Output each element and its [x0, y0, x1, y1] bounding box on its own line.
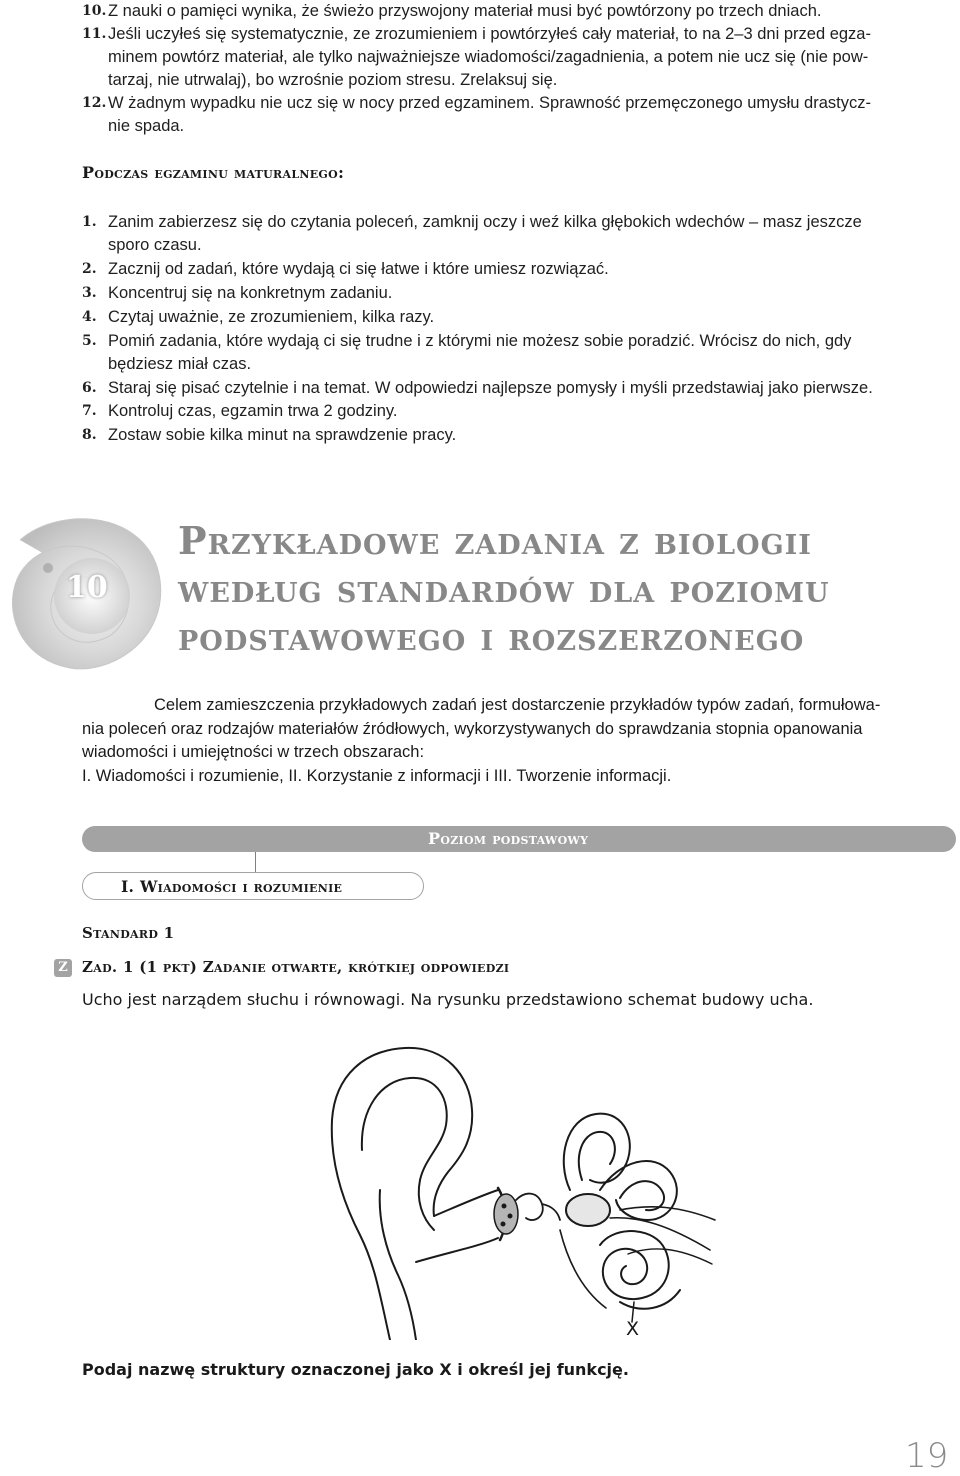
chapter-title-line-1: Przykładowe zadania z biologii	[178, 518, 812, 563]
intro-line-2: nia poleceń oraz rodzajów materiałów źródłowych, wykorzystywanych do sprawdzania stopnia opanowania	[82, 720, 863, 738]
auricle-outline	[332, 1048, 472, 1340]
task-marker-z: Z	[54, 959, 72, 977]
standard-label: Standard 1	[82, 924, 175, 942]
exam-item-1: 1. Zanim zabierzesz się do czytania poleceń, zamknij oczy i weź kilka głębokich wdechów – masz jeszcze sporo czasu.	[82, 213, 862, 254]
ossicles	[516, 1194, 543, 1220]
figure-label-x: X	[626, 1318, 640, 1340]
intro-line-1: Celem zamieszczenia przykładowych zadań jest dostarczenie przykładów typów zadań, formułowa-	[154, 696, 881, 714]
level-bar	[82, 826, 956, 852]
ear-diagram	[320, 1040, 720, 1340]
auditory-nerve	[610, 1218, 710, 1250]
cochlea	[600, 1231, 669, 1299]
exam-heading: Podczas egzaminu maturalnego:	[82, 163, 345, 182]
intro-line-3: wiadomości i umiejętności w trzech obszarach:	[82, 743, 425, 761]
semicircular-canal-1	[564, 1114, 630, 1190]
task-text: Ucho jest narządem słuchu i równowagi. Na rysunku przedstawiono schemat budowy ucha.	[82, 990, 814, 1009]
section-bar	[82, 872, 424, 900]
ear-canal-upper	[434, 1190, 498, 1216]
auricle-inner-fold	[362, 1078, 447, 1180]
chapter-title-line-3: podstawowego i rozszerzonego	[178, 614, 805, 659]
eustachian-tube	[560, 1230, 606, 1308]
intro-line-4: I. Wiadomości i rozumienie, II. Korzystanie z informacji i III. Tworzenie informacji.	[82, 767, 672, 785]
connector-line	[255, 852, 256, 874]
list-item-12: 12. W żadnym wypadku nie ucz się w nocy przed egzaminem. Sprawność przemęczonego umysłu drastycz- nie spada.	[82, 94, 871, 135]
ear-canal-lower	[416, 1238, 498, 1262]
section-label: I. Wiadomości i rozumienie	[121, 877, 343, 896]
chapter-title-line-2: według standardów dla poziomu	[178, 566, 830, 611]
semicircular-canal-2	[600, 1161, 677, 1220]
level-label: Poziom podstawowy	[428, 829, 589, 848]
list-item-11: 11. Jeśli uczyłeś się systematycznie, ze zrozumieniem i powtórzyłeś cały materiał, to na 2–3 dni przed egza- minem powtórz materiał, ale tylko najważniejsze wiadomości/zagadnienia, a potem nie ucz się (nie pow- tarzaj, nie utrwalaj), bo wzrośnie poziom stresu. Zrelaksuj się.	[82, 25, 871, 89]
task-question: Podaj nazwę struktury oznaczonej jako X i określ jej funkcję.	[82, 1360, 629, 1379]
chapter-number: 10	[66, 570, 108, 605]
task-heading: Zad. 1 (1 pkt) Zadanie otwarte, krótkiej odpowiedzi	[82, 958, 510, 976]
chapter-badge	[0, 500, 170, 680]
page-number: 19	[905, 1436, 949, 1476]
exam-item-5: 5. Pomiń zadania, które wydają ci się trudne i z którymi nie możesz sobie poradzić. Wrócisz do nich, gdy będziesz miał czas.	[82, 332, 852, 373]
